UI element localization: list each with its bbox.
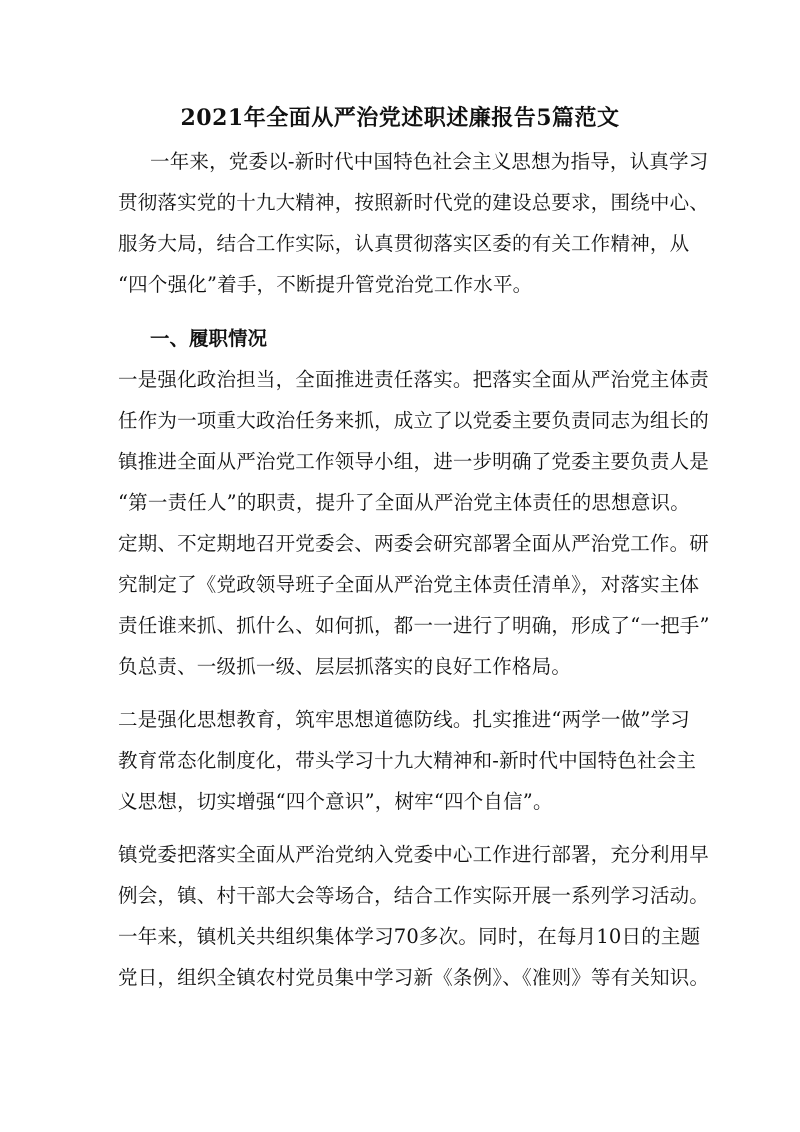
paragraph-line: 一年来，镇机关共组织集体学习70多次。同时，在每月10日的主题 — [118, 925, 701, 948]
paragraph-line: 例会，镇、村干部大会等场合，结合工作实际开展一系列学习活动。 — [118, 884, 710, 907]
paragraph-line: “第一责任人”的职责，提升了全面从严治党主体责任的思想意识。 — [118, 491, 690, 514]
paragraph-line: 任作为一项重大政治任务来抓，成立了以党委主要负责同志为组长的 — [118, 409, 710, 432]
paragraph-line: 责任谁来抓、抓什么、如何抓，都一一进行了明确，形成了“一把手” — [118, 614, 710, 637]
intro-line: 一年来，党委以-新时代中国特色社会主义思想为指导，认真学习 — [150, 150, 709, 173]
intro-line: “四个强化”着手，不断提升管党治党工作水平。 — [118, 273, 533, 296]
intro-line: 贯彻落实党的十九大精神，按照新时代党的建设总要求，围绕中心、 — [118, 191, 710, 214]
section-heading: 一、履职情况 — [150, 327, 268, 350]
paragraph-line: 负总责、一级抓一级、层层抓落实的良好工作格局。 — [118, 655, 572, 678]
paragraph-line: 教育常态化制度化，带头学习十九大精神和-新时代中国特色社会主 — [118, 749, 697, 772]
paragraph-line: 镇党委把落实全面从严治党纳入党委中心工作进行部署，充分利用早 — [118, 843, 710, 866]
paragraph-line: 定期、不定期地召开党委会、两委会研究部署全面从严治党工作。研 — [118, 532, 710, 555]
paragraph-line: 义思想，切实增强“四个意识”，树牢“四个自信”。 — [118, 790, 553, 813]
paragraph-line: 二是强化思想教育，筑牢思想道德防线。扎实推进“两学一做”学习 — [118, 708, 690, 731]
intro-line: 服务大局，结合工作实际，认真贯彻落实区委的有关工作精神，从 — [118, 232, 690, 255]
document-title: 2021年全面从严治党述职述廉报告5篇范文 — [180, 105, 620, 131]
paragraph-line: 镇推进全面从严治党工作领导小组，进一步明确了党委主要负责人是 — [118, 450, 710, 473]
paragraph-line: 党日，组织全镇农村党员集中学习新《条例》、《准则》等有关知识。 — [118, 966, 710, 989]
paragraph-line: 究制定了《党政领导班子全面从严治党主体责任清单》，对落实主体 — [118, 573, 700, 596]
paragraph-line: 一是强化政治担当，全面推进责任落实。把落实全面从严治党主体责 — [118, 368, 710, 391]
